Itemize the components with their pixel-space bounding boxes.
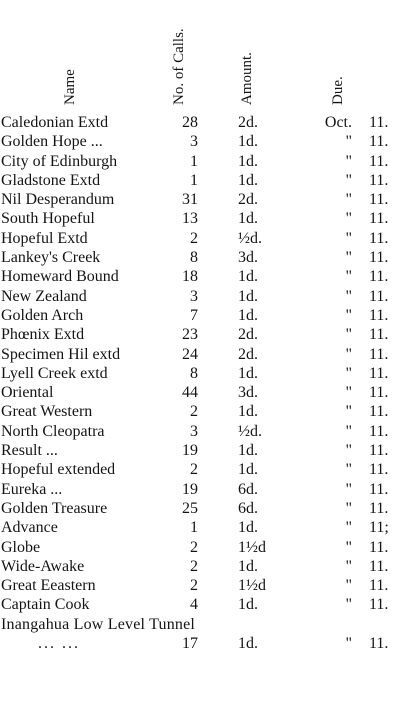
company-name-cell: North Cleopatra	[1, 422, 105, 440]
table-row	[0, 518, 402, 537]
due-month-cell: "	[345, 364, 352, 382]
calls-count-cell: 1	[190, 171, 198, 189]
header-due: Due.	[330, 76, 346, 105]
due-day-cell: 11.	[369, 229, 389, 247]
table-row	[0, 325, 402, 344]
company-name-cell: Golden Hope ...	[1, 133, 103, 151]
company-name-cell: Lyell Creek extd	[1, 364, 108, 382]
table-row	[0, 190, 402, 209]
calls-count-cell: 3	[190, 133, 198, 151]
table-row	[0, 634, 402, 653]
due-day-cell: 11.	[369, 499, 389, 517]
amount-cell: 1d.	[238, 152, 258, 170]
amount-cell: 6d.	[238, 480, 258, 498]
table-row	[0, 267, 402, 286]
company-name-cell: South Hopeful	[1, 210, 95, 228]
table-row	[0, 499, 402, 518]
amount-cell: 1d.	[238, 519, 258, 537]
table-row	[0, 306, 402, 325]
company-name-cell: Great Western	[1, 403, 93, 421]
amount-cell: 1d.	[238, 171, 258, 189]
calls-count-cell: 8	[190, 364, 198, 382]
due-day-cell: 11.	[369, 577, 389, 595]
calls-count-cell: 25	[182, 499, 198, 517]
company-name-cell: Captain Cook	[1, 596, 90, 614]
amount-cell: 1½d	[238, 538, 266, 556]
amount-cell: 1d.	[238, 133, 258, 151]
due-month-cell: "	[345, 326, 352, 344]
table-row	[0, 480, 402, 499]
amount-cell: ½d.	[238, 229, 262, 247]
company-name-cell: Great Eeastern	[1, 577, 96, 595]
due-day-cell: 11.	[369, 422, 389, 440]
calls-count-cell: 7	[190, 306, 198, 324]
due-day-cell: 11.	[369, 152, 389, 170]
amount-cell: 1d.	[238, 461, 258, 479]
company-name-cell: Oriental	[1, 384, 54, 402]
due-month-cell: "	[345, 577, 352, 595]
due-day-cell: 11.	[369, 442, 389, 460]
table-row	[0, 132, 402, 151]
amount-cell: 1½d	[238, 577, 266, 595]
table-row	[0, 615, 402, 634]
due-day-cell: 11.	[369, 635, 389, 653]
due-month-cell: "	[345, 152, 352, 170]
due-day-cell: 11.	[369, 384, 389, 402]
amount-cell: 2d.	[238, 114, 258, 131]
amount-cell: 1d.	[238, 557, 258, 575]
amount-cell: 1d.	[238, 442, 258, 460]
calls-count-cell: 19	[182, 480, 198, 498]
amount-cell: 2d.	[238, 345, 258, 363]
table-row	[0, 383, 402, 402]
due-month-cell: "	[345, 191, 352, 209]
due-day-cell: 11;	[369, 519, 389, 537]
due-month-cell: "	[345, 635, 352, 653]
calls-count-cell: 3	[190, 422, 198, 440]
due-day-cell: 11.	[369, 364, 389, 382]
due-month-cell: "	[345, 229, 352, 247]
due-day-cell: 11.	[369, 133, 389, 151]
amount-cell: 2d.	[238, 326, 258, 344]
due-month-cell: "	[345, 557, 352, 575]
table-row	[0, 287, 402, 306]
company-name-cell: Nil Desperandum	[1, 191, 115, 209]
header-name: Name	[62, 69, 78, 105]
calls-count-cell: 1	[190, 519, 198, 537]
due-month-cell: "	[345, 287, 352, 305]
calls-count-cell: 4	[190, 596, 198, 614]
due-day-cell: 11.	[369, 480, 389, 498]
company-name-cell: Phœnix Extd	[1, 326, 85, 344]
table-row	[0, 557, 402, 576]
calls-count-cell: 8	[190, 249, 198, 267]
due-day-cell: 11.	[369, 114, 389, 131]
due-day-cell: 11.	[369, 171, 389, 189]
calls-count-cell: 31	[182, 191, 198, 209]
due-month-cell: "	[345, 249, 352, 267]
due-month-cell: "	[345, 403, 352, 421]
amount-cell: 1d.	[238, 210, 258, 228]
due-day-cell: 11.	[369, 326, 389, 344]
company-name-cell: Specimen Hil extd	[1, 345, 121, 363]
calls-count-cell: 23	[182, 326, 198, 344]
calls-count-cell: 1	[190, 152, 198, 170]
company-name-cell: Wide-Awake	[1, 557, 85, 575]
company-name-cell: Golden Arch	[1, 306, 84, 324]
amount-cell: 1d.	[238, 268, 258, 286]
due-month-cell: "	[345, 210, 352, 228]
amount-cell: 3d.	[238, 384, 258, 402]
due-month-cell: "	[345, 519, 352, 537]
due-day-cell: 11.	[369, 249, 389, 267]
due-day-cell: 11.	[369, 345, 389, 363]
amount-cell: 1d.	[238, 635, 258, 653]
amount-cell: 1d.	[238, 287, 258, 305]
calls-count-cell: 24	[182, 345, 198, 363]
company-name-cell: Inangahua Low Level Tunnel	[1, 615, 196, 633]
calls-count-cell: 3	[190, 287, 198, 305]
due-day-cell: 11.	[369, 210, 389, 228]
table-row	[0, 229, 402, 248]
company-name-cell: Eureka ...	[1, 480, 63, 498]
table-row	[0, 171, 402, 190]
amount-cell: 6d.	[238, 499, 258, 517]
table-row	[0, 113, 402, 132]
due-month-cell: "	[345, 345, 352, 363]
calls-count-cell: 18	[182, 268, 198, 286]
due-month-cell: "	[345, 596, 352, 614]
due-month-cell: "	[345, 538, 352, 556]
due-day-cell: 11.	[369, 596, 389, 614]
calls-count-cell: 2	[190, 577, 198, 595]
due-month-cell: "	[345, 384, 352, 402]
amount-cell: 1d.	[238, 306, 258, 324]
table-row	[0, 248, 402, 267]
calls-count-cell: 44	[182, 384, 198, 402]
company-name-cell: Hopeful Extd	[1, 229, 88, 247]
due-day-cell: 11.	[369, 306, 389, 324]
amount-cell: 3d.	[238, 249, 258, 267]
due-month-cell: "	[345, 442, 352, 460]
amount-cell: ½d.	[238, 422, 262, 440]
company-name-cell: Globe	[1, 538, 41, 556]
table-row	[0, 538, 402, 557]
table-row	[0, 460, 402, 479]
calls-count-cell: 2	[190, 538, 198, 556]
due-day-cell: 11.	[369, 461, 389, 479]
due-month-cell: "	[345, 499, 352, 517]
calls-count-cell: 2	[190, 461, 198, 479]
company-name-cell: New Zealand	[1, 287, 87, 305]
due-day-cell: 11.	[369, 403, 389, 421]
due-day-cell: 11.	[369, 557, 389, 575]
amount-cell: 1d.	[238, 403, 258, 421]
due-month-cell: "	[345, 422, 352, 440]
table-row	[0, 364, 402, 383]
amount-cell: 2d.	[238, 191, 258, 209]
company-name-cell: Result ...	[1, 442, 58, 460]
table-row	[0, 441, 402, 460]
amount-cell: 1d.	[238, 596, 258, 614]
calls-count-cell: 17	[182, 635, 198, 653]
due-day-cell: 11.	[369, 191, 389, 209]
calls-count-cell: 28	[182, 114, 198, 131]
table-row	[0, 422, 402, 441]
due-day-cell: 11.	[369, 268, 389, 286]
due-month-cell: "	[345, 133, 352, 151]
header-amount: Amount.	[239, 52, 255, 105]
due-month-cell: Oct.	[324, 114, 352, 131]
due-month-cell: "	[345, 480, 352, 498]
table-row	[0, 402, 402, 421]
company-name-cell: Caledonian Extd	[1, 114, 109, 131]
table-row	[0, 152, 402, 171]
calls-count-cell: 2	[190, 229, 198, 247]
calls-count-cell: 2	[190, 557, 198, 575]
due-day-cell: 11.	[369, 538, 389, 556]
calls-count-cell: 13	[182, 210, 198, 228]
due-month-cell: "	[345, 461, 352, 479]
table-row	[0, 209, 402, 228]
company-name-cell: Golden Treasure	[1, 499, 108, 517]
table-row	[0, 345, 402, 364]
header-calls: No. of Calls.	[171, 28, 187, 105]
company-name-cell: Hopeful extended	[1, 461, 116, 479]
company-name-cell: Lankey's Creek	[1, 249, 101, 267]
table-row	[0, 595, 402, 614]
amount-cell: 1d.	[238, 364, 258, 382]
table-row	[0, 576, 402, 595]
due-day-cell: 11.	[369, 287, 389, 305]
company-name-cell: Gladstone Extd	[1, 171, 101, 189]
company-name-cell: ... ...	[38, 635, 80, 653]
due-month-cell: "	[345, 171, 352, 189]
calls-count-cell: 2	[190, 403, 198, 421]
due-month-cell: "	[345, 306, 352, 324]
calls-count-cell: 19	[182, 442, 198, 460]
company-name-cell: Homeward Bound	[1, 268, 119, 286]
calls-table-body	[0, 113, 402, 653]
company-name-cell: City of Edinburgh	[1, 152, 118, 170]
company-name-cell: Advance	[1, 519, 58, 537]
due-month-cell: "	[345, 268, 352, 286]
